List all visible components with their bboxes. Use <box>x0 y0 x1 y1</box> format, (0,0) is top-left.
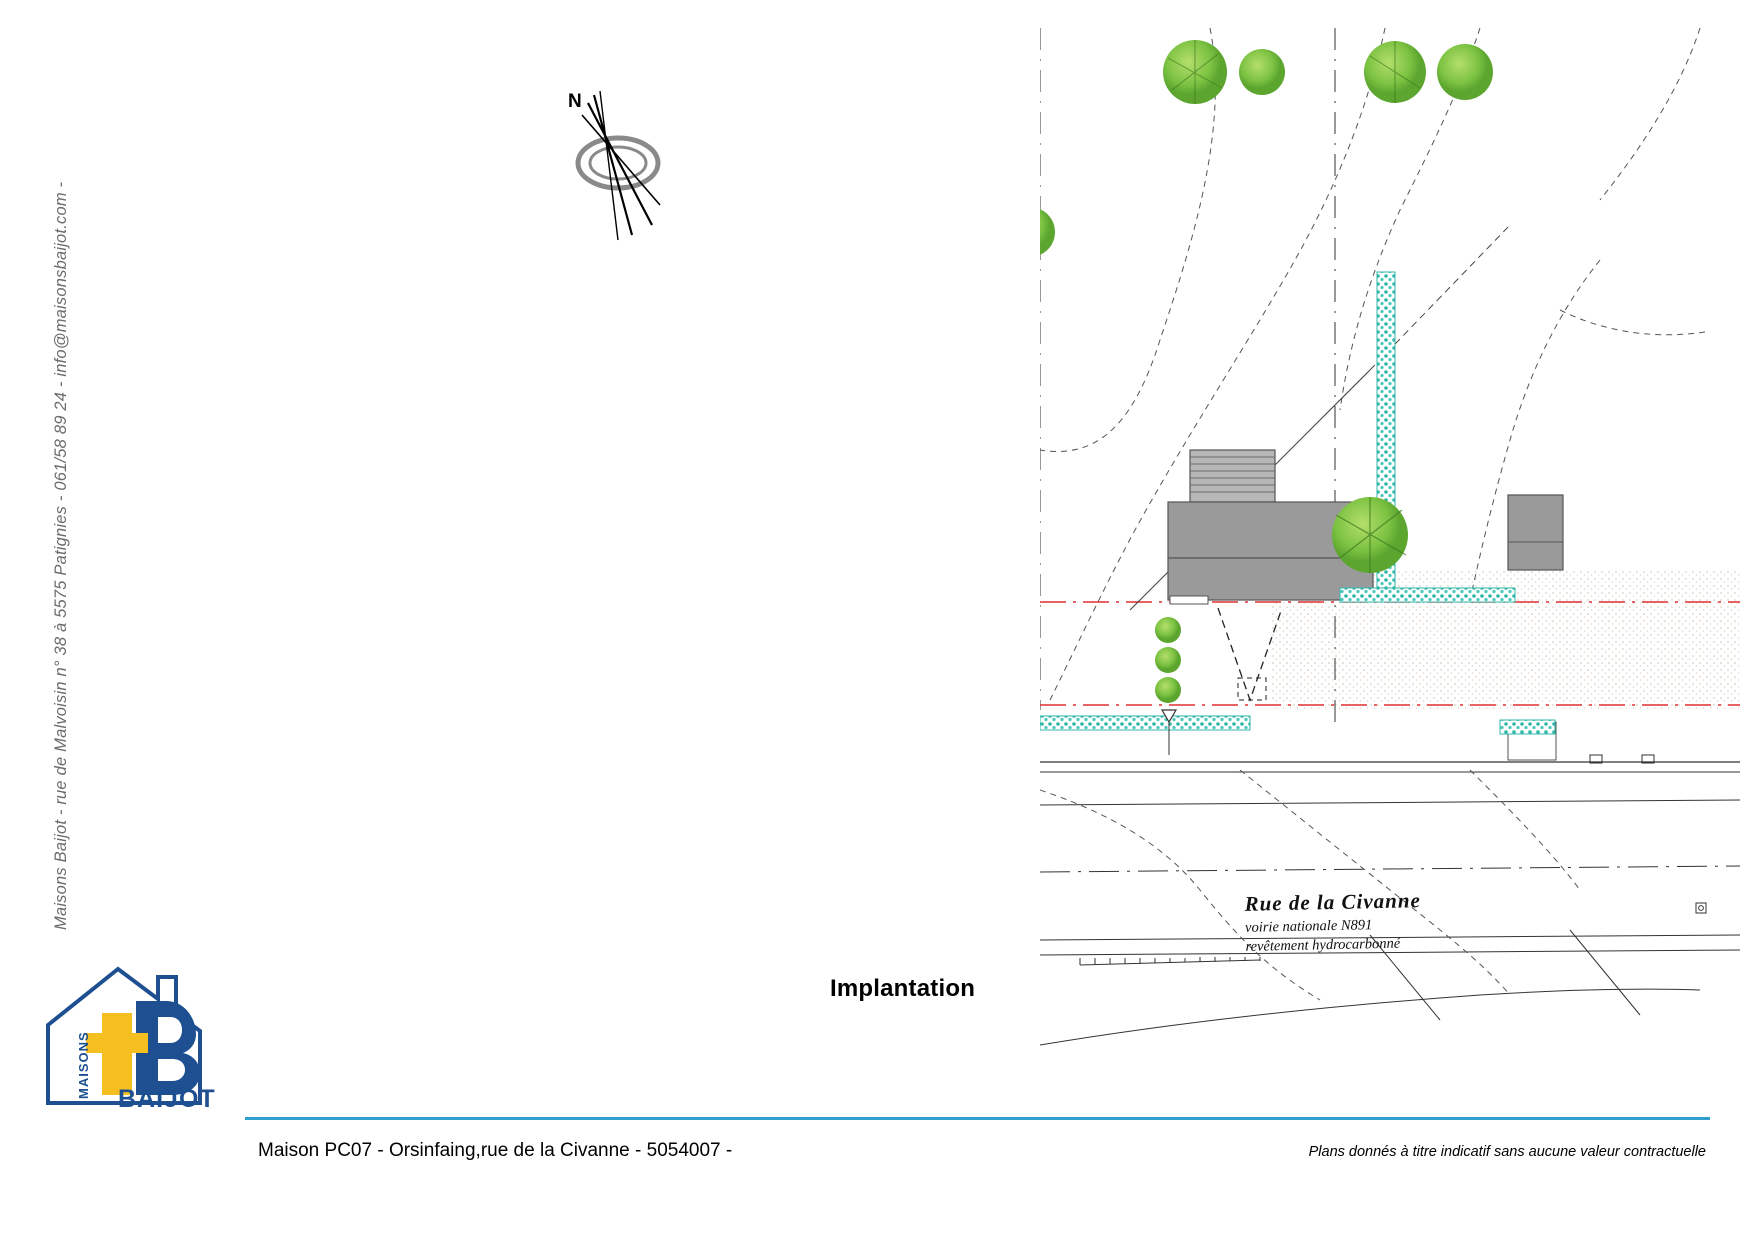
compass-north-label: N <box>568 91 582 112</box>
street-surface: revêtement hydrocarbonné <box>1245 935 1401 955</box>
footer-project-title: Maison PC07 - Orsinfaing,rue de la Civanne - 5054007 - <box>258 1140 733 1161</box>
street-classification: voirie nationale N891 <box>1244 917 1373 936</box>
street-name: Rue de la Civanne <box>1244 888 1422 916</box>
north-compass <box>560 85 690 245</box>
tree-icon <box>1155 677 1181 703</box>
company-logo <box>40 955 245 1110</box>
tree-icon <box>1437 44 1493 100</box>
tree-icon <box>1332 497 1408 573</box>
site-plan-drawing <box>1040 10 1740 1070</box>
tree-icon <box>1239 49 1285 95</box>
footer-disclaimer: Plans donnés à titre indicatif sans aucune valeur contractuelle <box>1308 1144 1706 1160</box>
compass-rose-icon <box>560 85 690 255</box>
plan-section-title: Implantation <box>830 975 976 1002</box>
logo-icon <box>40 955 245 1110</box>
logo-brand-bottom: BAIJOT <box>118 1085 216 1110</box>
logo-brand-top: MAISONS <box>76 1031 91 1099</box>
tree-icon <box>1155 647 1181 673</box>
street-label-block <box>1244 888 1422 956</box>
tree-icon <box>1163 40 1227 104</box>
company-info-text: Maisons Baijot - rue de Malvoisin n° 38 à 5575 Patignies - 061/58 89 24 - info@maisonsbaijot.com - <box>52 181 70 930</box>
tree-icon <box>1155 617 1181 643</box>
tree-icon <box>1040 207 1055 257</box>
tree-icon <box>1364 41 1426 103</box>
footer-divider <box>245 1117 1710 1120</box>
company-info-strip <box>0 0 70 960</box>
